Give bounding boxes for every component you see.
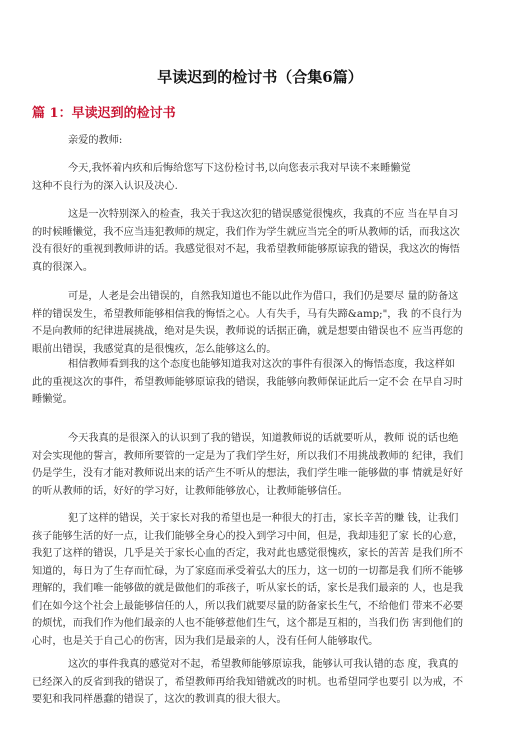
paragraph-line: 我犯了这样的错误，几乎是关于家长心血的否定，我对此也感觉很愧疚，家长的苦苦 是我们所不 <box>32 548 464 559</box>
paragraph-line: 这是一次特别深入的检查，我关于我这次犯的错误感觉很愧疚，我真的不应 当在早自习 <box>68 209 459 220</box>
paragraph-2 <box>32 206 488 276</box>
paragraph-line: 这种不良行为的深入认识及决心. <box>32 180 178 192</box>
paragraph-line: 这次的事件我真的感觉对不起，希望教师能够原谅我，能够认可我认错的态 度，我真的 <box>68 659 459 670</box>
paragraph-line: 要犯和我同样愚蠢的错误了，这次的教训真的很大很大。 <box>32 694 287 705</box>
paragraph-line: 知道的，每日为了生存而忙碌，为了家庭而承受着弘大的压力，这一切的一切都是我 们所不能够 <box>32 565 464 577</box>
section-heading: 篇 1：早读迟到的检讨书 <box>32 106 176 121</box>
paragraph-line: 不是向教师的纪律进展挑战，绝对是失误，教师说的话据正确，就是想要由错误也不 应当再您的 <box>32 326 464 337</box>
paragraph-5 <box>32 430 488 500</box>
paragraph-7 <box>32 656 488 709</box>
paragraph-line: 睡懒觉。 <box>32 394 73 405</box>
paragraph-line: 的听从教师的话，好好的学习好，让教师能够放心，让教师能够信任。 <box>32 485 348 497</box>
paragraph-line: 对会实现他的誓言，教师所要管的一定是为了我们学生好，所以我们不用挑战教师的 纪律，我们 <box>32 450 464 462</box>
paragraph-6 <box>32 510 488 650</box>
paragraph-line: 眼前出错误，我感觉真的是很愧疚，怎么能够这么的。 <box>32 343 277 355</box>
document-title: 早读迟到的检讨书（合集6篇） <box>157 68 363 86</box>
paragraph-line: 心时，也是关于自己心的伤害，因为我们是最亲的人，没有任何人能够取代。 <box>32 635 379 647</box>
paragraph-3 <box>32 288 488 358</box>
paragraph-line: 的烦忧，而我们作为他们最亲的人也不能够惹他们生气，这个都是互相的，当我们伤 害到他们的 <box>32 618 464 629</box>
paragraph-line: 孩子能够生活的好一点，让我们能够全身心的投入到学习中间，但是，我却违犯了家 长的心意， <box>32 530 464 542</box>
salutation-text: 亲爱的教师: <box>68 135 123 146</box>
paragraph-line: 的时候睡懒觉，我不应当违犯教师的规定，我们作为学生就应当完全的听从教师的话，而我这次 <box>32 226 460 238</box>
paragraph-line: 相信教师看到我的这个态度也能够知道我对这次的事件有很深入的悔悟态度，我这样如 <box>68 359 456 370</box>
paragraph-line: 理解的，我们唯一能够做的就是做他们的乖孩子，听从家长的话，家长是我们最亲的 人，也是我 <box>32 583 464 594</box>
paragraph-4 <box>32 356 488 409</box>
paragraph-1 <box>32 160 488 195</box>
paragraph-line: 没有很好的重视到教师讲的话。我感觉很对不起，我希望教师能够原谅我的错误，我这次的悔悟 <box>32 244 460 255</box>
paragraph-line: 此的重视这次的事件，希望教师能够原谅我的错误，我能够向教师保证此后一定不会 在早自习时 <box>32 376 464 388</box>
salutation <box>32 132 488 150</box>
paragraph-line: 可是，人老是会出错误的，自然我知道也不能以此作为借口，我们仍是要尽 量的防备这 <box>68 291 459 302</box>
paragraph-line: 仍是学生，没有才能对教师说出来的话产生不听从的想法，我们学生唯一能够做的事 情就是好好 <box>32 468 464 479</box>
paragraph-line: 今天,我怀着内疚和后悔给您写下这份检讨书,以向您表示我对早读不来睡懒觉 <box>68 163 411 174</box>
paragraph-line: 真的很深入。 <box>32 261 94 273</box>
paragraph-line: 已经深入的反省到我的错误了，希望教师再给我知错就改的时机。也希望同学也要引 以为戒，不 <box>32 676 464 688</box>
paragraph-line: 犯了这样的错误，关于家长对我的希望也是一种很大的打击，家长辛苦的赚 钱，让我们 <box>68 513 459 524</box>
paragraph-line: 今天我真的是很深入的认识到了我的错误，知道教师说的话就要听从，教师 说的话也绝 <box>68 433 459 444</box>
paragraph-line: 样的错误发生，希望教师能够相信我的悔悟之心。人有失手，马有失蹄&amp;"，我 的不良行为 <box>32 308 462 320</box>
paragraph-line: 们在如今这个社会上最能够信任的人，所以我们就要尽量的防备家长生气，不给他们 带来不必要 <box>32 600 464 612</box>
